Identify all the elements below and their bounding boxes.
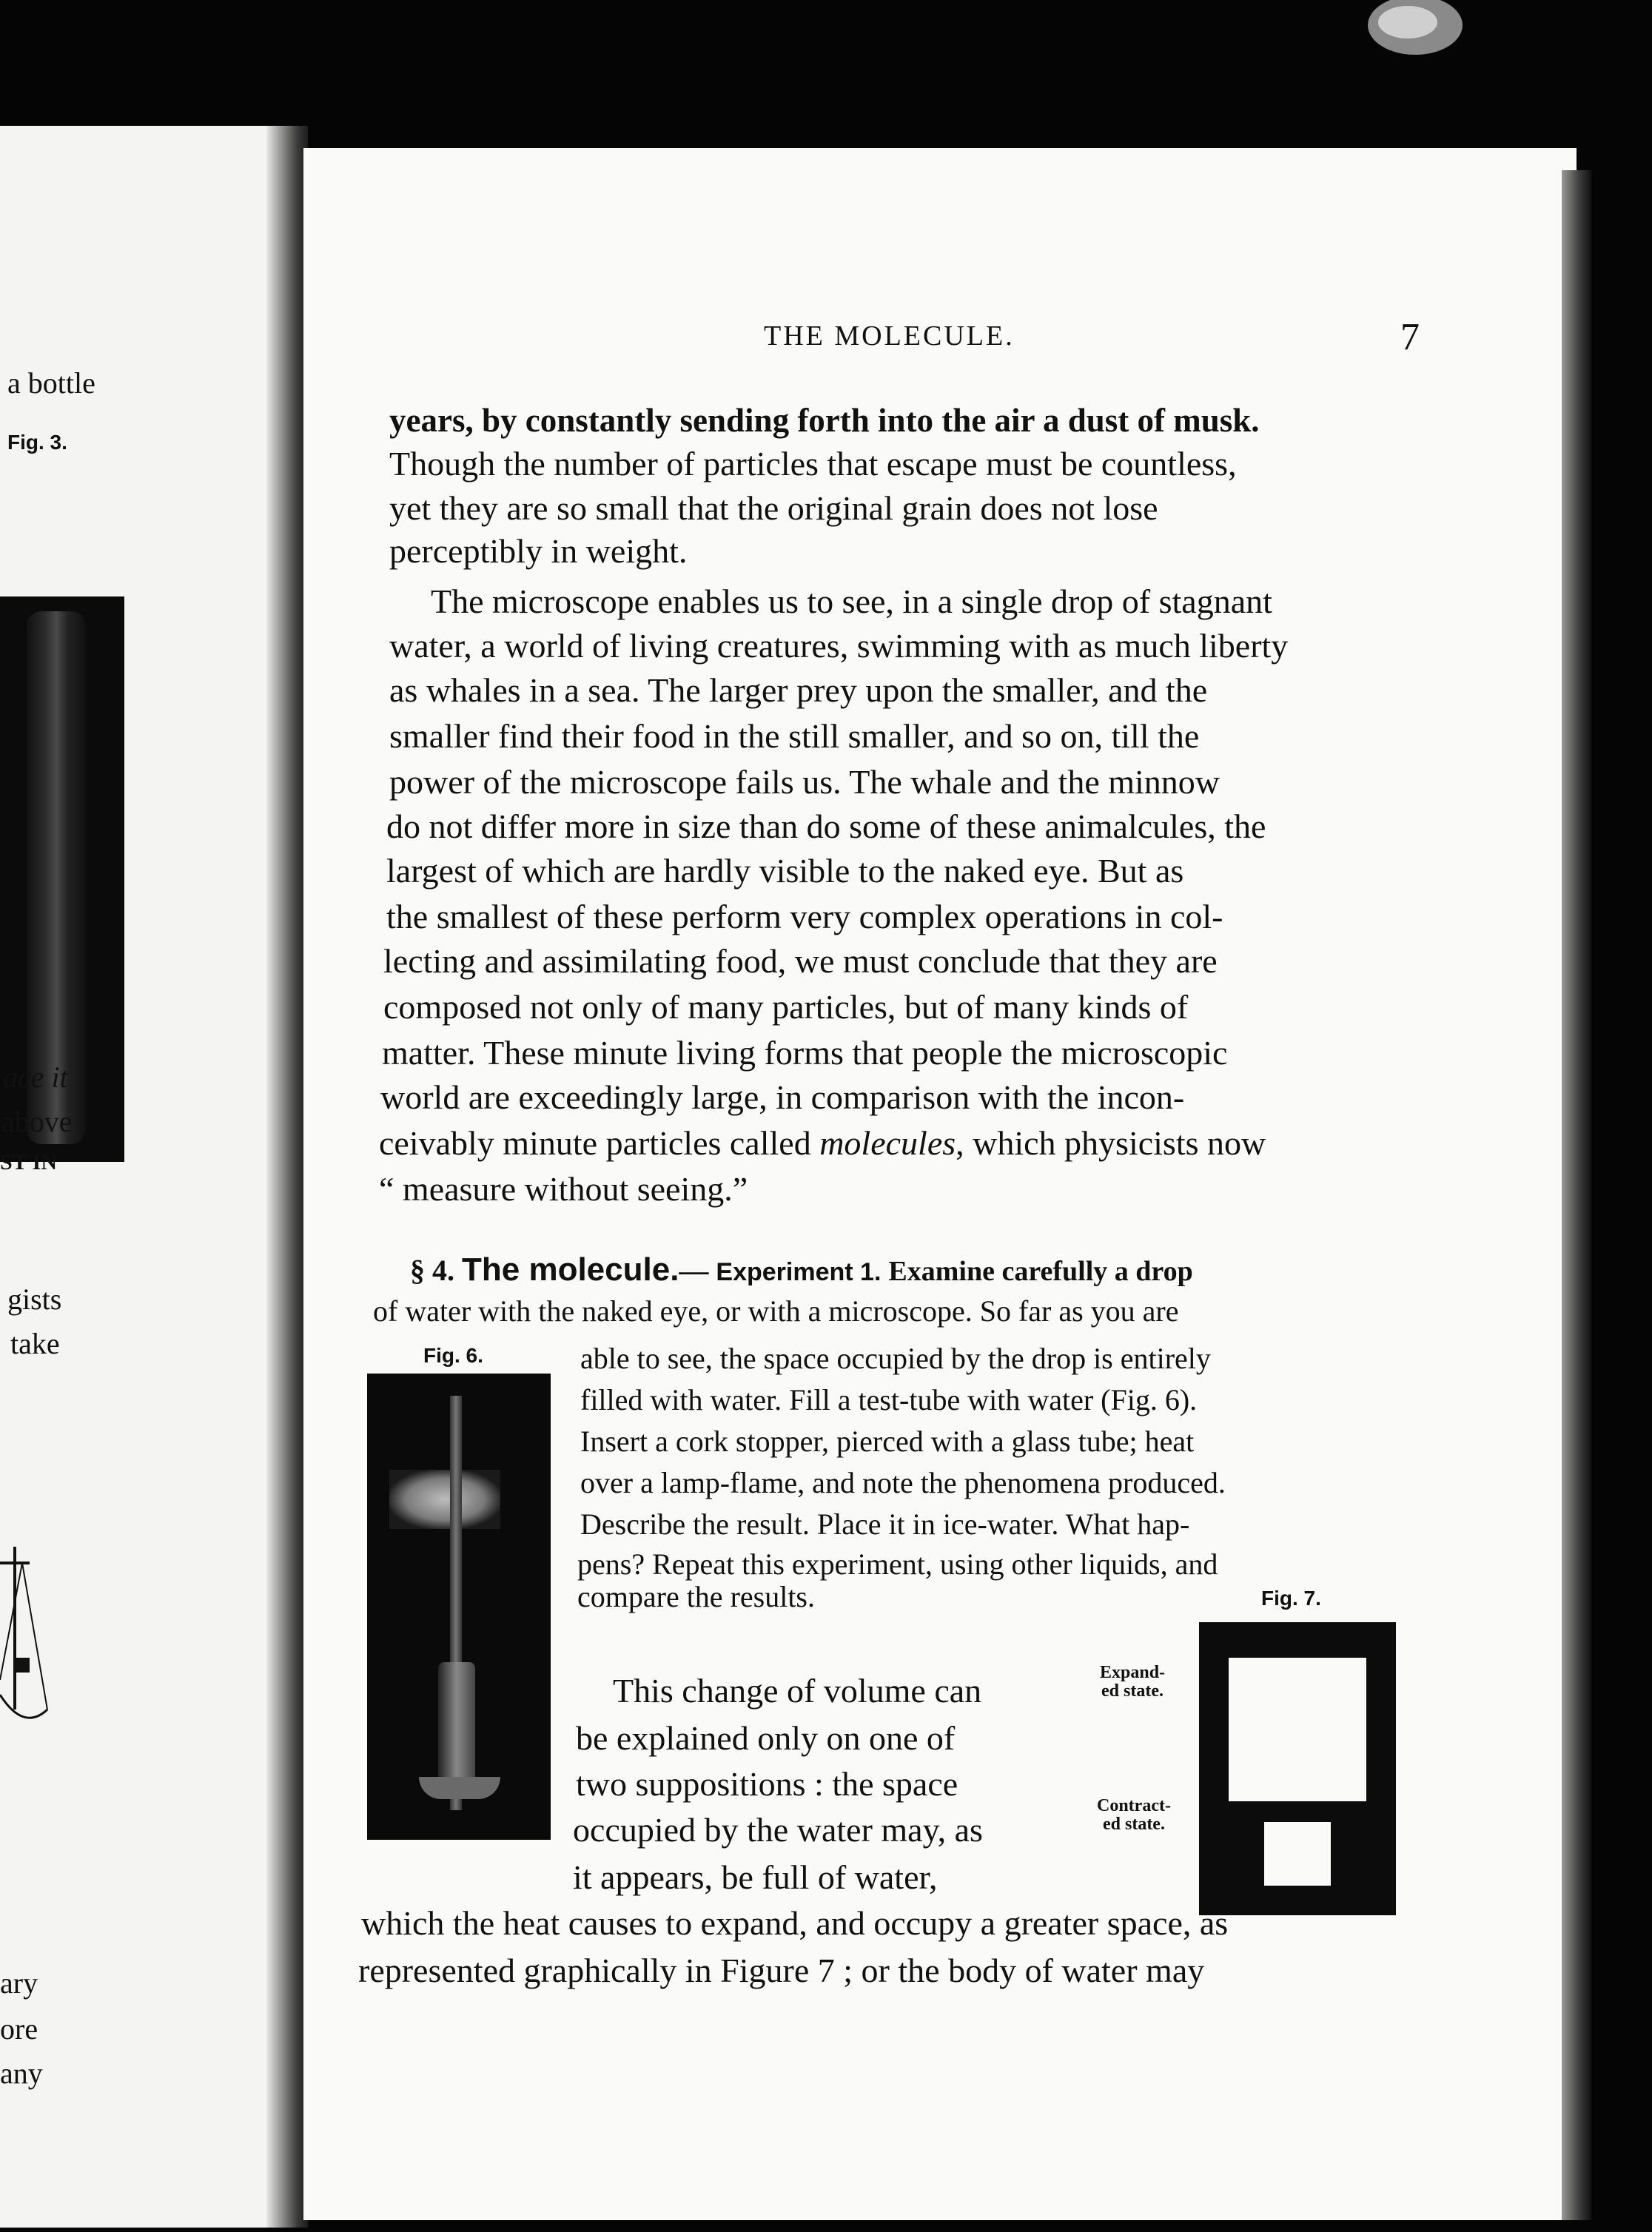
- p1-line: perceptibly in weight.: [389, 532, 688, 570]
- p3-line: two suppositions : the space: [576, 1765, 958, 1803]
- p2-line-split: [379, 1126, 1266, 1160]
- left-line-2: ace it: [3, 1060, 68, 1094]
- experiment-label: Experiment 1.: [716, 1258, 882, 1286]
- p2-line: as whales in a sea. The larger prey upon the smaller, and the: [389, 671, 1208, 709]
- p3-line: it appears, be full of water,: [573, 1858, 938, 1896]
- p1-line: years, by constantly sending forth into the air a dust of musk.: [389, 402, 1260, 439]
- p2-line: composed not only of many particles, but of many kinds of: [383, 988, 1189, 1026]
- p3-line: be explained only on one of: [576, 1719, 956, 1757]
- page-number: 7: [1400, 316, 1420, 358]
- p2-text: , which physicists now: [956, 1124, 1266, 1162]
- p2-line: power of the microscope fails us. The whale and the minnow: [389, 763, 1220, 801]
- experiment-text: Examine carefully a drop: [888, 1256, 1193, 1287]
- p3-line: occupied by the water may, as: [573, 1811, 983, 1849]
- p2-line: matter. These minute living forms that people the microscopic: [382, 1034, 1228, 1072]
- experiment-line: compare the results.: [577, 1580, 815, 1613]
- left-line-9: any: [0, 2057, 43, 2090]
- left-fig3-label: Fig. 3.: [7, 431, 67, 454]
- p2-line: water, a world of living creatures, swimming with as much liberty: [389, 627, 1289, 665]
- p2-italic-term: molecules: [819, 1124, 956, 1162]
- experiment-line: Describe the result. Place it in ice-water. What hap-: [580, 1507, 1190, 1541]
- fig6-lamp-base: [419, 1777, 500, 1799]
- p1-line: yet they are so small that the original grain does not lose: [389, 489, 1158, 527]
- p3-line: This change of volume can: [613, 1672, 982, 1710]
- left-line-1: a bottle: [7, 366, 95, 400]
- section-number: § 4.: [410, 1254, 454, 1287]
- p1-line: Though the number of particles that escape must be countless,: [389, 445, 1237, 483]
- left-line-7: ary: [0, 1966, 38, 2000]
- left-line-5: gists: [7, 1283, 62, 1316]
- section-title: The molecule.: [462, 1251, 679, 1288]
- left-balance-figure: [0, 1547, 59, 1791]
- fig7-volume-diagram: [1199, 1622, 1396, 1915]
- p3-line: which the heat causes to expand, and occupy a greater space, as: [361, 1904, 1229, 1942]
- fig6-flame: [389, 1470, 500, 1529]
- left-line-3: above: [1, 1105, 73, 1138]
- p2-line: smaller find their food in the still smaller, and so on, till the: [389, 717, 1200, 755]
- previous-page-fragment: [0, 126, 266, 2228]
- fig6-test-tube: [438, 1662, 475, 1788]
- p2-line: “ measure without seeing.”: [379, 1170, 748, 1208]
- fig7-contracted-square: [1264, 1822, 1331, 1886]
- page-edge-shadow: [1562, 170, 1591, 2220]
- p2-line: largest of which are hardly visible to the naked eye. But as: [386, 852, 1184, 890]
- experiment-line: able to see, the space occupied by the drop is entirely: [580, 1342, 1211, 1375]
- experiment-line: Insert a cork stopper, pierced with a glass tube; heat: [580, 1425, 1195, 1458]
- book-gutter: [266, 126, 308, 2228]
- p2-line: do not differ more in size than do some of these animalcules, the: [386, 807, 1266, 845]
- experiment-line: filled with water. Fill a test-tube with water (Fig. 6).: [580, 1383, 1198, 1416]
- fig7-expanded-label: Expand- ed state.: [1100, 1663, 1166, 1701]
- fig7-contracted-label: Contract- ed state.: [1097, 1796, 1171, 1835]
- left-line-4: ST IN: [0, 1150, 57, 1174]
- experiment-line: over a lamp-flame, and note the phenomena produced.: [580, 1466, 1226, 1499]
- left-line-8: ore: [0, 2012, 38, 2046]
- p2-line: lecting and assimilating food, we must conclude that they are: [383, 942, 1218, 980]
- running-head: THE MOLECULE.: [764, 320, 1015, 352]
- section-dash: —: [679, 1254, 709, 1287]
- experiment-line: pens? Repeat this experiment, using other liquids, and: [577, 1547, 1218, 1581]
- fig7-label: Fig. 7.: [1261, 1587, 1321, 1610]
- left-line-6: take: [10, 1327, 60, 1360]
- fig7-expanded-square: [1229, 1658, 1366, 1801]
- p2-line: world are exceedingly large, in comparison with the incon-: [380, 1078, 1185, 1116]
- fig6-label: Fig. 6.: [423, 1344, 483, 1367]
- p2-text: ceivably minute particles called: [379, 1124, 820, 1162]
- section-heading-line: [410, 1251, 1193, 1288]
- fig6-test-tube-illustration: [367, 1374, 551, 1840]
- p3-line: represented graphically in Figure 7 ; or the body of water may: [358, 1952, 1205, 1989]
- p2-line: the smallest of these perform very complex operations in col-: [386, 898, 1223, 935]
- experiment-line: of water with the naked eye, or with a microscope. So far as you are: [373, 1294, 1179, 1328]
- p2-line: The microscope enables us to see, in a single drop of stagnant: [431, 582, 1272, 620]
